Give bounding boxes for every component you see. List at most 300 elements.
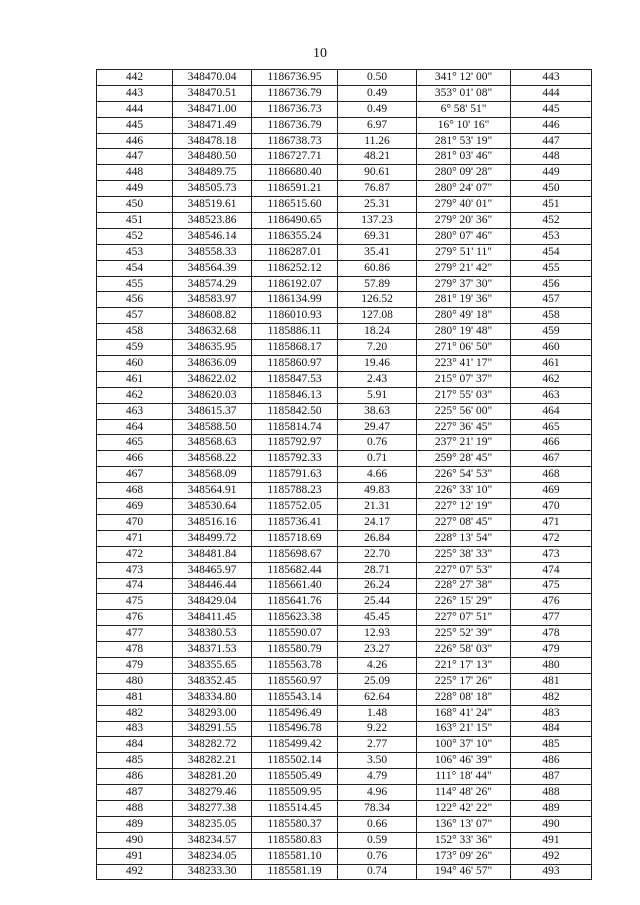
table-row	[97, 117, 592, 133]
cell-distance: 4.79	[338, 769, 417, 785]
cell-next-point-number: 458	[511, 308, 592, 324]
cell-coordinate-x: 348568.09	[173, 467, 252, 483]
cell-distance: 6.97	[338, 117, 417, 133]
cell-coordinate-x: 348564.91	[173, 483, 252, 499]
table-row	[97, 419, 592, 435]
cell-distance: 7.20	[338, 340, 417, 356]
cell-coordinate-y: 1185623.38	[252, 610, 338, 626]
cell-bearing: 281° 53' 19"	[417, 133, 511, 149]
cell-next-point-number: 491	[511, 832, 592, 848]
cell-next-point-number: 468	[511, 467, 592, 483]
cell-coordinate-x: 348588.50	[173, 419, 252, 435]
cell-point-number: 465	[97, 435, 173, 451]
cell-point-number: 475	[97, 594, 173, 610]
table-row	[97, 149, 592, 165]
cell-bearing: 279° 51' 11"	[417, 244, 511, 260]
table-row	[97, 197, 592, 213]
cell-coordinate-x: 348411.45	[173, 610, 252, 626]
cell-bearing: 227° 07' 53"	[417, 562, 511, 578]
cell-point-number: 457	[97, 308, 173, 324]
cell-point-number: 455	[97, 276, 173, 292]
cell-distance: 1.48	[338, 705, 417, 721]
cell-bearing: 217° 55' 03"	[417, 387, 511, 403]
cell-bearing: 228° 08' 18"	[417, 689, 511, 705]
cell-next-point-number: 477	[511, 610, 592, 626]
cell-coordinate-x: 348352.45	[173, 673, 252, 689]
cell-point-number: 453	[97, 244, 173, 260]
cell-coordinate-x: 348546.14	[173, 228, 252, 244]
cell-distance: 78.34	[338, 800, 417, 816]
cell-bearing: 228° 27' 38"	[417, 578, 511, 594]
cell-next-point-number: 459	[511, 324, 592, 340]
cell-coordinate-x: 348568.22	[173, 451, 252, 467]
table-row	[97, 578, 592, 594]
cell-coordinate-x: 348293.00	[173, 705, 252, 721]
cell-distance: 28.71	[338, 562, 417, 578]
cell-bearing: 100° 37' 10"	[417, 737, 511, 753]
cell-distance: 62.64	[338, 689, 417, 705]
cell-bearing: 168° 41' 24"	[417, 705, 511, 721]
table-row	[97, 610, 592, 626]
cell-coordinate-y: 1185846.13	[252, 387, 338, 403]
cell-distance: 25.44	[338, 594, 417, 610]
cell-distance: 90.61	[338, 165, 417, 181]
cell-bearing: 280° 07' 46"	[417, 228, 511, 244]
table-row	[97, 785, 592, 801]
cell-next-point-number: 443	[511, 70, 592, 86]
table-row	[97, 673, 592, 689]
cell-distance: 127.08	[338, 308, 417, 324]
cell-bearing: 226° 15' 29"	[417, 594, 511, 610]
cell-point-number: 470	[97, 514, 173, 530]
cell-coordinate-x: 348583.97	[173, 292, 252, 308]
cell-coordinate-x: 348235.05	[173, 816, 252, 832]
table-row	[97, 832, 592, 848]
cell-coordinate-x: 348505.73	[173, 181, 252, 197]
cell-point-number: 444	[97, 101, 173, 117]
table-row	[97, 213, 592, 229]
cell-next-point-number: 449	[511, 165, 592, 181]
table-row	[97, 85, 592, 101]
cell-bearing: 353° 01' 08"	[417, 85, 511, 101]
cell-point-number: 445	[97, 117, 173, 133]
cell-bearing: 228° 13' 54"	[417, 530, 511, 546]
cell-distance: 29.47	[338, 419, 417, 435]
cell-next-point-number: 462	[511, 371, 592, 387]
cell-next-point-number: 490	[511, 816, 592, 832]
table-row	[97, 244, 592, 260]
cell-next-point-number: 470	[511, 499, 592, 515]
cell-coordinate-y: 1185868.17	[252, 340, 338, 356]
cell-point-number: 483	[97, 721, 173, 737]
cell-coordinate-y: 1185496.78	[252, 721, 338, 737]
cell-bearing: 227° 36' 45"	[417, 419, 511, 435]
cell-coordinate-y: 1186515.60	[252, 197, 338, 213]
cell-next-point-number: 463	[511, 387, 592, 403]
cell-coordinate-y: 1185842.50	[252, 403, 338, 419]
cell-next-point-number: 473	[511, 546, 592, 562]
cell-next-point-number: 444	[511, 85, 592, 101]
cell-coordinate-y: 1186287.01	[252, 244, 338, 260]
table-row	[97, 594, 592, 610]
cell-distance: 57.89	[338, 276, 417, 292]
cell-point-number: 447	[97, 149, 173, 165]
table-row	[97, 101, 592, 117]
cell-point-number: 463	[97, 403, 173, 419]
cell-coordinate-y: 1185792.33	[252, 451, 338, 467]
cell-coordinate-x: 348371.53	[173, 642, 252, 658]
table-row	[97, 546, 592, 562]
table-row	[97, 721, 592, 737]
cell-distance: 3.50	[338, 753, 417, 769]
cell-coordinate-x: 348470.04	[173, 70, 252, 86]
cell-distance: 137.23	[338, 213, 417, 229]
table-row	[97, 689, 592, 705]
cell-coordinate-y: 1186252.12	[252, 260, 338, 276]
cell-coordinate-y: 1186134.99	[252, 292, 338, 308]
table-row	[97, 562, 592, 578]
cell-next-point-number: 461	[511, 356, 592, 372]
cell-next-point-number: 485	[511, 737, 592, 753]
cell-coordinate-y: 1185580.83	[252, 832, 338, 848]
cell-next-point-number: 475	[511, 578, 592, 594]
cell-point-number: 469	[97, 499, 173, 515]
cell-coordinate-y: 1186591.21	[252, 181, 338, 197]
cell-bearing: 136° 13' 07"	[417, 816, 511, 832]
cell-next-point-number: 465	[511, 419, 592, 435]
cell-coordinate-y: 1185860.97	[252, 356, 338, 372]
cell-bearing: 279° 21' 42"	[417, 260, 511, 276]
table-row	[97, 864, 592, 880]
cell-coordinate-x: 348429.04	[173, 594, 252, 610]
cell-bearing: 279° 40' 01"	[417, 197, 511, 213]
cell-next-point-number: 488	[511, 785, 592, 801]
cell-bearing: 280° 19' 48"	[417, 324, 511, 340]
table-row	[97, 308, 592, 324]
cell-coordinate-y: 1185886.11	[252, 324, 338, 340]
cell-distance: 21.31	[338, 499, 417, 515]
cell-point-number: 448	[97, 165, 173, 181]
cell-bearing: 281° 03' 46"	[417, 149, 511, 165]
cell-point-number: 474	[97, 578, 173, 594]
cell-distance: 0.50	[338, 70, 417, 86]
cell-point-number: 486	[97, 769, 173, 785]
table-row	[97, 403, 592, 419]
cell-coordinate-y: 1185788.23	[252, 483, 338, 499]
cell-next-point-number: 453	[511, 228, 592, 244]
cell-coordinate-y: 1186736.79	[252, 85, 338, 101]
cell-coordinate-x: 348622.02	[173, 371, 252, 387]
cell-next-point-number: 469	[511, 483, 592, 499]
cell-coordinate-y: 1185752.05	[252, 499, 338, 515]
cell-coordinate-y: 1186010.93	[252, 308, 338, 324]
cell-distance: 4.26	[338, 657, 417, 673]
table-row	[97, 292, 592, 308]
cell-next-point-number: 479	[511, 642, 592, 658]
cell-point-number: 477	[97, 626, 173, 642]
cell-point-number: 481	[97, 689, 173, 705]
cell-next-point-number: 471	[511, 514, 592, 530]
cell-point-number: 450	[97, 197, 173, 213]
cell-coordinate-y: 1185580.79	[252, 642, 338, 658]
cell-coordinate-x: 348635.95	[173, 340, 252, 356]
cell-coordinate-x: 348516.16	[173, 514, 252, 530]
cell-coordinate-y: 1185698.67	[252, 546, 338, 562]
cell-bearing: 237° 21' 19"	[417, 435, 511, 451]
table-row	[97, 371, 592, 387]
table-row	[97, 387, 592, 403]
table-row	[97, 530, 592, 546]
cell-coordinate-x: 348446.44	[173, 578, 252, 594]
table-row	[97, 276, 592, 292]
cell-point-number: 449	[97, 181, 173, 197]
cell-point-number: 451	[97, 213, 173, 229]
cell-distance: 23.27	[338, 642, 417, 658]
cell-distance: 0.74	[338, 864, 417, 880]
cell-point-number: 492	[97, 864, 173, 880]
cell-distance: 45.45	[338, 610, 417, 626]
cell-next-point-number: 478	[511, 626, 592, 642]
cell-coordinate-y: 1185560.97	[252, 673, 338, 689]
cell-coordinate-x: 348558.33	[173, 244, 252, 260]
table-row	[97, 467, 592, 483]
cell-bearing: 280° 24' 07"	[417, 181, 511, 197]
cell-point-number: 458	[97, 324, 173, 340]
cell-coordinate-x: 348499.72	[173, 530, 252, 546]
cell-distance: 0.66	[338, 816, 417, 832]
cell-coordinate-x: 348523.86	[173, 213, 252, 229]
cell-distance: 0.49	[338, 101, 417, 117]
cell-point-number: 446	[97, 133, 173, 149]
cell-distance: 11.26	[338, 133, 417, 149]
table-row	[97, 451, 592, 467]
cell-coordinate-x: 348564.39	[173, 260, 252, 276]
cell-next-point-number: 482	[511, 689, 592, 705]
cell-distance: 25.31	[338, 197, 417, 213]
cell-coordinate-x: 348233.30	[173, 864, 252, 880]
cell-coordinate-x: 348530.64	[173, 499, 252, 515]
cell-coordinate-y: 1185496.49	[252, 705, 338, 721]
cell-bearing: 106° 46' 39"	[417, 753, 511, 769]
cell-next-point-number: 451	[511, 197, 592, 213]
cell-coordinate-y: 1186736.79	[252, 117, 338, 133]
cell-coordinate-x: 348480.50	[173, 149, 252, 165]
table-row	[97, 260, 592, 276]
cell-coordinate-y: 1185499.42	[252, 737, 338, 753]
cell-bearing: 225° 17' 26"	[417, 673, 511, 689]
cell-coordinate-y: 1186738.73	[252, 133, 338, 149]
cell-coordinate-y: 1185682.44	[252, 562, 338, 578]
cell-distance: 126.52	[338, 292, 417, 308]
table-row	[97, 165, 592, 181]
cell-coordinate-x: 348282.72	[173, 737, 252, 753]
cell-coordinate-y: 1185641.76	[252, 594, 338, 610]
cell-distance: 26.24	[338, 578, 417, 594]
cell-coordinate-x: 348636.09	[173, 356, 252, 372]
cell-bearing: 223° 41' 17"	[417, 356, 511, 372]
cell-bearing: 281° 19' 36"	[417, 292, 511, 308]
cell-coordinate-x: 348471.49	[173, 117, 252, 133]
cell-next-point-number: 472	[511, 530, 592, 546]
cell-coordinate-x: 348355.65	[173, 657, 252, 673]
cell-coordinate-x: 348632.68	[173, 324, 252, 340]
cell-next-point-number: 466	[511, 435, 592, 451]
cell-distance: 4.66	[338, 467, 417, 483]
cell-distance: 18.24	[338, 324, 417, 340]
cell-next-point-number: 483	[511, 705, 592, 721]
cell-bearing: 271° 06' 50"	[417, 340, 511, 356]
table-row	[97, 705, 592, 721]
cell-next-point-number: 489	[511, 800, 592, 816]
table-row	[97, 483, 592, 499]
cell-bearing: 221° 17' 13"	[417, 657, 511, 673]
cell-coordinate-x: 348519.61	[173, 197, 252, 213]
cell-coordinate-x: 348574.29	[173, 276, 252, 292]
cell-next-point-number: 452	[511, 213, 592, 229]
cell-coordinate-y: 1185718.69	[252, 530, 338, 546]
table-row	[97, 753, 592, 769]
cell-coordinate-y: 1185661.40	[252, 578, 338, 594]
cell-distance: 2.77	[338, 737, 417, 753]
cell-coordinate-x: 348277.38	[173, 800, 252, 816]
cell-coordinate-x: 348279.46	[173, 785, 252, 801]
cell-next-point-number: 457	[511, 292, 592, 308]
coordinates-table-body	[97, 70, 592, 880]
cell-next-point-number: 474	[511, 562, 592, 578]
cell-next-point-number: 492	[511, 848, 592, 864]
cell-bearing: 279° 20' 36"	[417, 213, 511, 229]
cell-point-number: 456	[97, 292, 173, 308]
cell-coordinate-y: 1185847.53	[252, 371, 338, 387]
table-row	[97, 800, 592, 816]
cell-coordinate-x: 348608.82	[173, 308, 252, 324]
cell-coordinate-y: 1185736.41	[252, 514, 338, 530]
cell-bearing: 16° 10' 16"	[417, 117, 511, 133]
cell-bearing: 6° 58' 51"	[417, 101, 511, 117]
cell-bearing: 111° 18' 44"	[417, 769, 511, 785]
cell-bearing: 226° 54' 53"	[417, 467, 511, 483]
cell-bearing: 225° 56' 00"	[417, 403, 511, 419]
cell-coordinate-y: 1186192.07	[252, 276, 338, 292]
table-row	[97, 181, 592, 197]
cell-next-point-number: 455	[511, 260, 592, 276]
cell-coordinate-y: 1185514.45	[252, 800, 338, 816]
table-row	[97, 816, 592, 832]
cell-next-point-number: 446	[511, 117, 592, 133]
cell-bearing: 122° 42' 22"	[417, 800, 511, 816]
cell-point-number: 479	[97, 657, 173, 673]
cell-distance: 5.91	[338, 387, 417, 403]
cell-distance: 35.41	[338, 244, 417, 260]
cell-coordinate-y: 1185581.10	[252, 848, 338, 864]
cell-point-number: 485	[97, 753, 173, 769]
cell-point-number: 487	[97, 785, 173, 801]
cell-distance: 0.71	[338, 451, 417, 467]
cell-coordinate-x: 348234.05	[173, 848, 252, 864]
cell-next-point-number: 484	[511, 721, 592, 737]
cell-point-number: 467	[97, 467, 173, 483]
page-number: 10	[313, 46, 327, 61]
cell-distance: 26.84	[338, 530, 417, 546]
cell-coordinate-y: 1186490.65	[252, 213, 338, 229]
cell-distance: 19.46	[338, 356, 417, 372]
table-row	[97, 228, 592, 244]
cell-point-number: 489	[97, 816, 173, 832]
cell-next-point-number: 467	[511, 451, 592, 467]
cell-bearing: 227° 07' 51"	[417, 610, 511, 626]
cell-point-number: 464	[97, 419, 173, 435]
table-row	[97, 626, 592, 642]
table-row	[97, 737, 592, 753]
cell-distance: 76.87	[338, 181, 417, 197]
cell-coordinate-x: 348615.37	[173, 403, 252, 419]
cell-distance: 60.86	[338, 260, 417, 276]
cell-bearing: 225° 38' 33"	[417, 546, 511, 562]
cell-coordinate-x: 348568.63	[173, 435, 252, 451]
coordinates-table	[96, 69, 592, 880]
table-row	[97, 435, 592, 451]
cell-point-number: 484	[97, 737, 173, 753]
cell-coordinate-y: 1185590.07	[252, 626, 338, 642]
cell-next-point-number: 480	[511, 657, 592, 673]
cell-coordinate-y: 1185563.78	[252, 657, 338, 673]
cell-coordinate-y: 1186736.73	[252, 101, 338, 117]
cell-coordinate-y: 1185791.63	[252, 467, 338, 483]
cell-coordinate-y: 1185580.37	[252, 816, 338, 832]
cell-point-number: 461	[97, 371, 173, 387]
cell-point-number: 454	[97, 260, 173, 276]
cell-coordinate-y: 1185502.14	[252, 753, 338, 769]
cell-next-point-number: 493	[511, 864, 592, 880]
table-row	[97, 324, 592, 340]
cell-point-number: 459	[97, 340, 173, 356]
table-row	[97, 848, 592, 864]
cell-distance: 25.09	[338, 673, 417, 689]
cell-point-number: 491	[97, 848, 173, 864]
cell-coordinate-y: 1185505.49	[252, 769, 338, 785]
cell-bearing: 215° 07' 37"	[417, 371, 511, 387]
cell-point-number: 466	[97, 451, 173, 467]
cell-coordinate-x: 348282.21	[173, 753, 252, 769]
cell-bearing: 152° 33' 36"	[417, 832, 511, 848]
cell-bearing: 173° 09' 26"	[417, 848, 511, 864]
cell-point-number: 476	[97, 610, 173, 626]
cell-bearing: 114° 48' 26"	[417, 785, 511, 801]
cell-point-number: 443	[97, 85, 173, 101]
cell-bearing: 226° 33' 10"	[417, 483, 511, 499]
cell-point-number: 473	[97, 562, 173, 578]
cell-next-point-number: 448	[511, 149, 592, 165]
cell-next-point-number: 456	[511, 276, 592, 292]
cell-distance: 0.59	[338, 832, 417, 848]
cell-coordinate-x: 348470.51	[173, 85, 252, 101]
cell-point-number: 452	[97, 228, 173, 244]
cell-point-number: 462	[97, 387, 173, 403]
cell-next-point-number: 454	[511, 244, 592, 260]
cell-next-point-number: 450	[511, 181, 592, 197]
cell-coordinate-y: 1186680.40	[252, 165, 338, 181]
cell-distance: 24.17	[338, 514, 417, 530]
cell-next-point-number: 481	[511, 673, 592, 689]
cell-distance: 22.70	[338, 546, 417, 562]
cell-distance: 69.31	[338, 228, 417, 244]
cell-coordinate-y: 1185509.95	[252, 785, 338, 801]
cell-next-point-number: 476	[511, 594, 592, 610]
table-row	[97, 133, 592, 149]
cell-coordinate-y: 1186355.24	[252, 228, 338, 244]
cell-next-point-number: 445	[511, 101, 592, 117]
cell-coordinate-x: 348489.75	[173, 165, 252, 181]
